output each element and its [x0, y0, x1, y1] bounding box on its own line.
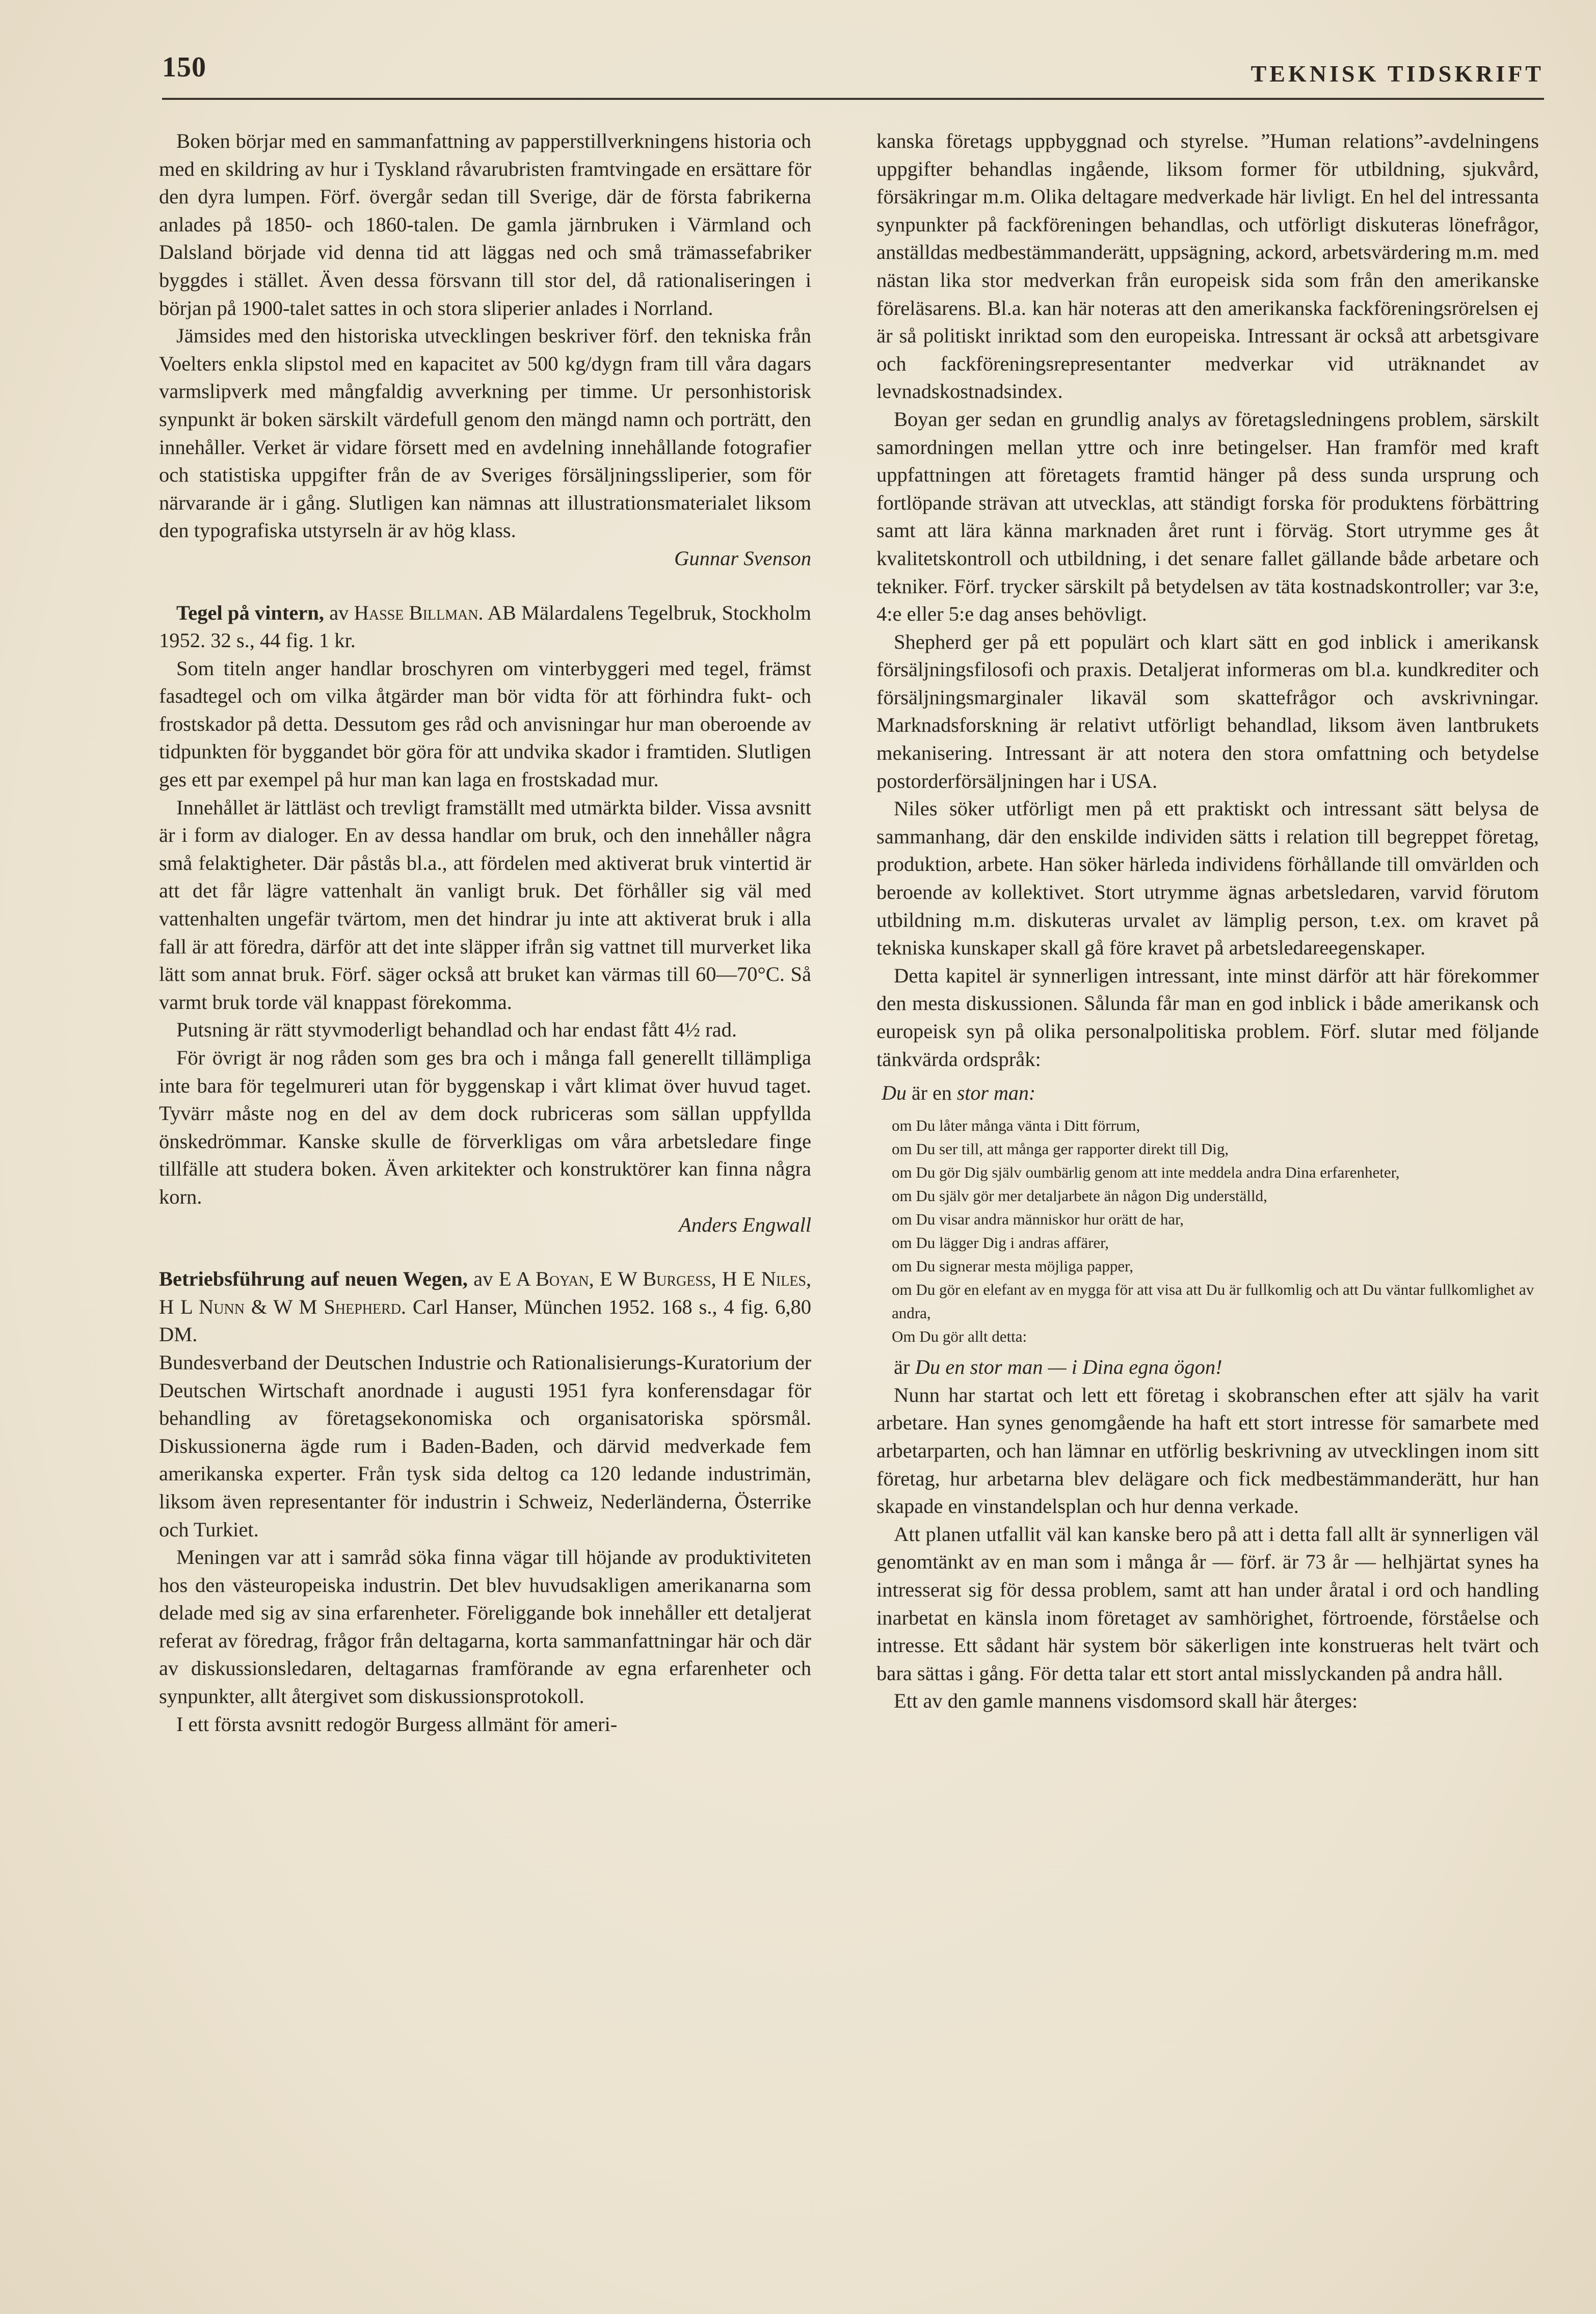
spacer — [159, 573, 811, 599]
paragraph: Som titeln anger handlar broschyren om vinterbyggeri med tegel, främst fasadtegel och om vilka åtgärder man bör vidta för att förhindra fukt- och frostskador på detta. Dessutom ges råd och anvisningar hur man oberoende av tidpunkten för byggandet bör göra för att undvika skador i framtiden. Slutligen ges ett par exempel på hur man kan laga en frostskadad mur. — [159, 656, 811, 791]
paragraph: Att planen utfallit väl kan kanske bero på att i detta fall allt är synnerligen väl genomtänkt av en man som i många år — förf. är 73 år — helhjärtat synes ha intresserat sig för dessa problem, samt att han under åratal i ord och handling inarbetat en känsla inom företaget av samhörighet, förtroende, förståelse och intresse. Ett sådant här system bör säkerligen inte konstrueras helt tvärt och bara sättas i gång. För detta talar ett stort antal misslyckanden på andra håll. — [876, 1522, 1539, 1685]
header-rule — [162, 98, 1544, 100]
quote-line: om Du ser till, att många ger rapporter direkt till Dig, — [892, 1140, 1229, 1158]
paragraph: För övrigt är nog råden som ges bra och i många fall generellt tillämpliga inte bara för tegelmureri utan för byggenskap i vårt klimat över huvud taget. Tyvärr måste nog en del av dem dock rubriceras som sällan uppfyllda önskedrömmar. Kanske skulle de förverkligas om våra arbetsledare finge tillfälle att studera boken. Även arkitekter och konstruktörer kan finna några korn. — [159, 1046, 811, 1208]
paragraph: Bundesverband der Deutschen Industrie och Rationalisierungs-Kuratorium der Deutschen Wirtschaft anordnade i augusti 1951 fyra konferensdagar för behandling av företagsekonomiska och organisatoriska spörsmål. Diskussionerna ägde rum i Baden-Baden, och därvid medverkade fem amerikanska experter. Från tysk sida deltog ca 120 ledande industrimän, liksom även representanter för industrin i Schweiz, Nederländerna, Österrike och Turkiet. — [159, 1350, 811, 1541]
review-by: av — [329, 601, 349, 624]
review-authors: E A Boyan, E W Burgess, H E Niles, H L Nunn & W M Shepherd. — [159, 1267, 812, 1318]
quote-line: Om Du gör allt detta: — [892, 1327, 1027, 1346]
review-publication: AB Mälardalens Tegelbruk, Stockholm 1952. 32 s., 44 fig. 1 kr. — [159, 601, 811, 652]
paragraph: Jämsides med den historiska utvecklingen beskriver förf. den tekniska från Voelters enkla slipstol med en kapacitet av 500 kg/dygn fram till våra dagars varmslipverk med mångfaldig avverkning per timme. Ur personhistorisk synpunkt är boken särskilt värdefull genom den mängd namn och porträtt, den innehåller. Verket är vidare försett med en avdelning innehållande fotografier och statistiska uppgifter från de av Sveriges försäljningssliperier, som för närvarande är i gång. Slutligen kan nämnas att illustrationsmaterialet liksom den typografiska utstyrseln är av hög klass. — [159, 324, 811, 542]
quote-line: om Du visar andra människor hur orätt de har, — [892, 1210, 1184, 1229]
right-column — [876, 127, 1539, 1715]
journal-title: TEKNISK TIDSKRIFT — [1251, 61, 1544, 87]
review-signature: Anders Engwall — [679, 1213, 811, 1236]
review-heading — [159, 599, 811, 655]
review-signature: Gunnar Svenson — [674, 546, 811, 570]
review-heading — [159, 1265, 811, 1349]
paragraph: Ett av den gamle mannens visdomsord skall här återges: — [894, 1689, 1358, 1713]
paragraph: Niles söker utförligt men på ett praktiskt och intressant sätt belysa de sammanhang, där den enskilde individen sätts i relation till begreppet företag, produktion, arbete. Han söker härleda individens förhållande till omvärlden och beroende av kollektivet. Stort utrymme ägnas arbetsledaren, varvid förutom utbildning m.m. diskuteras urvalet av lämplig person, t.ex. om kravet på tekniska kunskaper skall gå före kravet på arbetsledareegenskaper. — [876, 797, 1539, 960]
quote-heading: Du är en stor man: — [882, 1081, 1036, 1105]
quote-line: om Du låter många vänta i Ditt förrum, — [892, 1116, 1140, 1135]
paragraph: Meningen var att i samråd söka finna vägar till höjande av produktiviteten hos den västeuropeiska industrin. Det blev huvudsakligen amerikanarna som delade med sig av sina erfarenheter. Föreliggande bok innehåller ett detaljerat referat av föredrag, frågor från deltagarna, korta sammanfattningar här och där av diskussionsledaren, deltagarnas framförande av egna erfarenheter och synpunkter, allt återgivet som diskussionsprotokoll. — [159, 1546, 811, 1708]
quote-line: om Du lägger Dig i andras affärer, — [892, 1234, 1109, 1252]
review-publication: Carl Hanser, München 1952. 168 s., 4 fig. 6,80 DM. — [159, 1295, 812, 1346]
review-title: Tegel på vintern, — [176, 601, 325, 624]
review-author: Hasse Billman. — [354, 601, 484, 624]
quote-closing: är Du en stor man — i Dina egna ögon! — [894, 1355, 1222, 1379]
review-title: Betriebsführung auf neuen Wegen, — [159, 1267, 468, 1291]
paragraph: Shepherd ger på ett populärt och klart sätt en god inblick i amerikansk försäljningsfilosofi och praxis. Detaljerat informeras om bl.a. kundkrediter och försäljningsmarginaler likaväl som skattefrågor och avskrivningar. Marknadsforskning är relativt utförligt behandlad, liksom även lantbrukets mekanisering. Intressant är att notera den stora omfattning och betydelse postorderförsäljningen har i USA. — [876, 630, 1539, 792]
paragraph: Detta kapitel är synnerligen intressant, inte minst därför att här förekommer den mesta diskussionen. Sålunda får man en god inblick i både amerikansk och europeisk syn på olika personalpolitiska problem. Förf. slutar med följande tänkvärda ordspråk: — [876, 964, 1539, 1071]
paragraph: Innehållet är lättläst och trevligt framställt med utmärkta bilder. Vissa avsnitt är i form av dialoger. En av dessa handlar om bruk, och den innehåller några små felaktigheter. Där påstås bl.a., att fördelen med aktiverat bruk vintertid är att det får lägre vattenhalt än vanligt bruk. Det förhåller sig väl med vattenhalten ungefär tvärtom, men det hindrar ju inte att aktiverat bruk i alla fall är att föredra, därför att det inte släpper ifrån sig vattnet till murverket lika lätt som annat bruk. Förf. säger också att bruket kan värmas till 60—70°C. Så varmt bruk torde väl knappast förekomma. — [159, 795, 811, 1014]
paragraph: I ett första avsnitt redogör Burgess allmänt för ameri- — [176, 1712, 618, 1736]
paragraph: Boken börjar med en sammanfattning av papperstillverkningens historia och med en skildring av hur i Tyskland råvarubristen framtvingade en ersättare för den dyra lumpen. Förf. övergår sedan till Sverige, där de första fabrikerna anlades på 1850- och 1860-talen. De gamla järnbruken i Värmland och Dalsland började vid denna tid att läggas ned och små trämassefabriker byggdes i stället. Även dessa försvann till stor del, då rationaliseringen i början på 1900-talet sattes in och stora sliperier anlades i Norrland. — [159, 129, 811, 320]
paragraph: Nunn har startat och lett ett företag i skobranschen efter att själv ha varit arbetare. Han synes genomgående ha haft ett stort intresse för samarbete med arbetarparten, och han lämnar en utförlig beskrivning av utvecklingen inom sitt företag, hur arbetarna blev delägare och fick medbestämmanderätt, hur han skapade en vinstandelsplan och hur denna verkade. — [876, 1383, 1539, 1518]
paragraph: Putsning är rätt styvmoderligt behandlad och har endast fått 4½ rad. — [176, 1018, 737, 1042]
page-header — [162, 51, 1544, 99]
paragraph: Boyan ger sedan en grundlig analys av företagsledningens problem, särskilt samordningen mellan yttre och inre betingelser. Han framför med kraft uppfattningen att företagets framtid hänger på dess sunda ursprung och fortlöpande strävan att utvecklas, att ständigt forska för produktens förbättring samt att lära känna marknaden året runt i förväg. Stort utrymme ges åt kvalitetskontroll och utbildning, i det senare fallet gällande både arbetare och tekniker. Förf. trycker särskilt på betydelsen av täta kostnadskontroller; var 3:e, 4:e eller 5:e dag anses behövligt. — [876, 407, 1539, 626]
paragraph: kanska företags uppbyggnad och styrelse. ”Human relations”-avdelningens uppgifter behandlas ingående, liksom former för utbildning, sjukvård, försäkringar m.m. Olika deltagare medverkade här livligt. En hel del intressanta synpunkter på fackföreningen behandlas, och utförligt diskuteras lönefrågor, anställdas medbestämmanderätt, uppsägning, ackord, arbetsvärdering m.m. med nästan lika stor medverkan från europeisk sida som från den amerikanske föreläsarens. Bl.a. kan här noteras att den amerikanska fackföreningsrörelsen ej är så politiskt inriktad som den europeiska. Intressant är också att arbetsgivare och fackföreningsrepresentanter medverkar vid uträknandet av levnadskostnadsindex. — [876, 129, 1539, 403]
quote-line: om Du själv gör mer detaljarbete än någon Dig underställd, — [892, 1187, 1267, 1205]
proverb-quote — [882, 1081, 1539, 1348]
page-number: 150 — [162, 51, 206, 83]
quote-line: om Du gör Dig själv oumbärlig genom att inte meddela andra Dina erfarenheter, — [892, 1163, 1400, 1182]
left-column — [159, 127, 811, 1738]
quote-line: om Du signerar mesta möjliga papper, — [892, 1257, 1133, 1275]
quote-line: om Du gör en elefant av en mygga för att visa att Du är fullkomlig och att Du väntar fullkomlighet av andra, — [892, 1281, 1534, 1322]
review-by: av — [473, 1267, 493, 1291]
spacer — [159, 1239, 811, 1265]
